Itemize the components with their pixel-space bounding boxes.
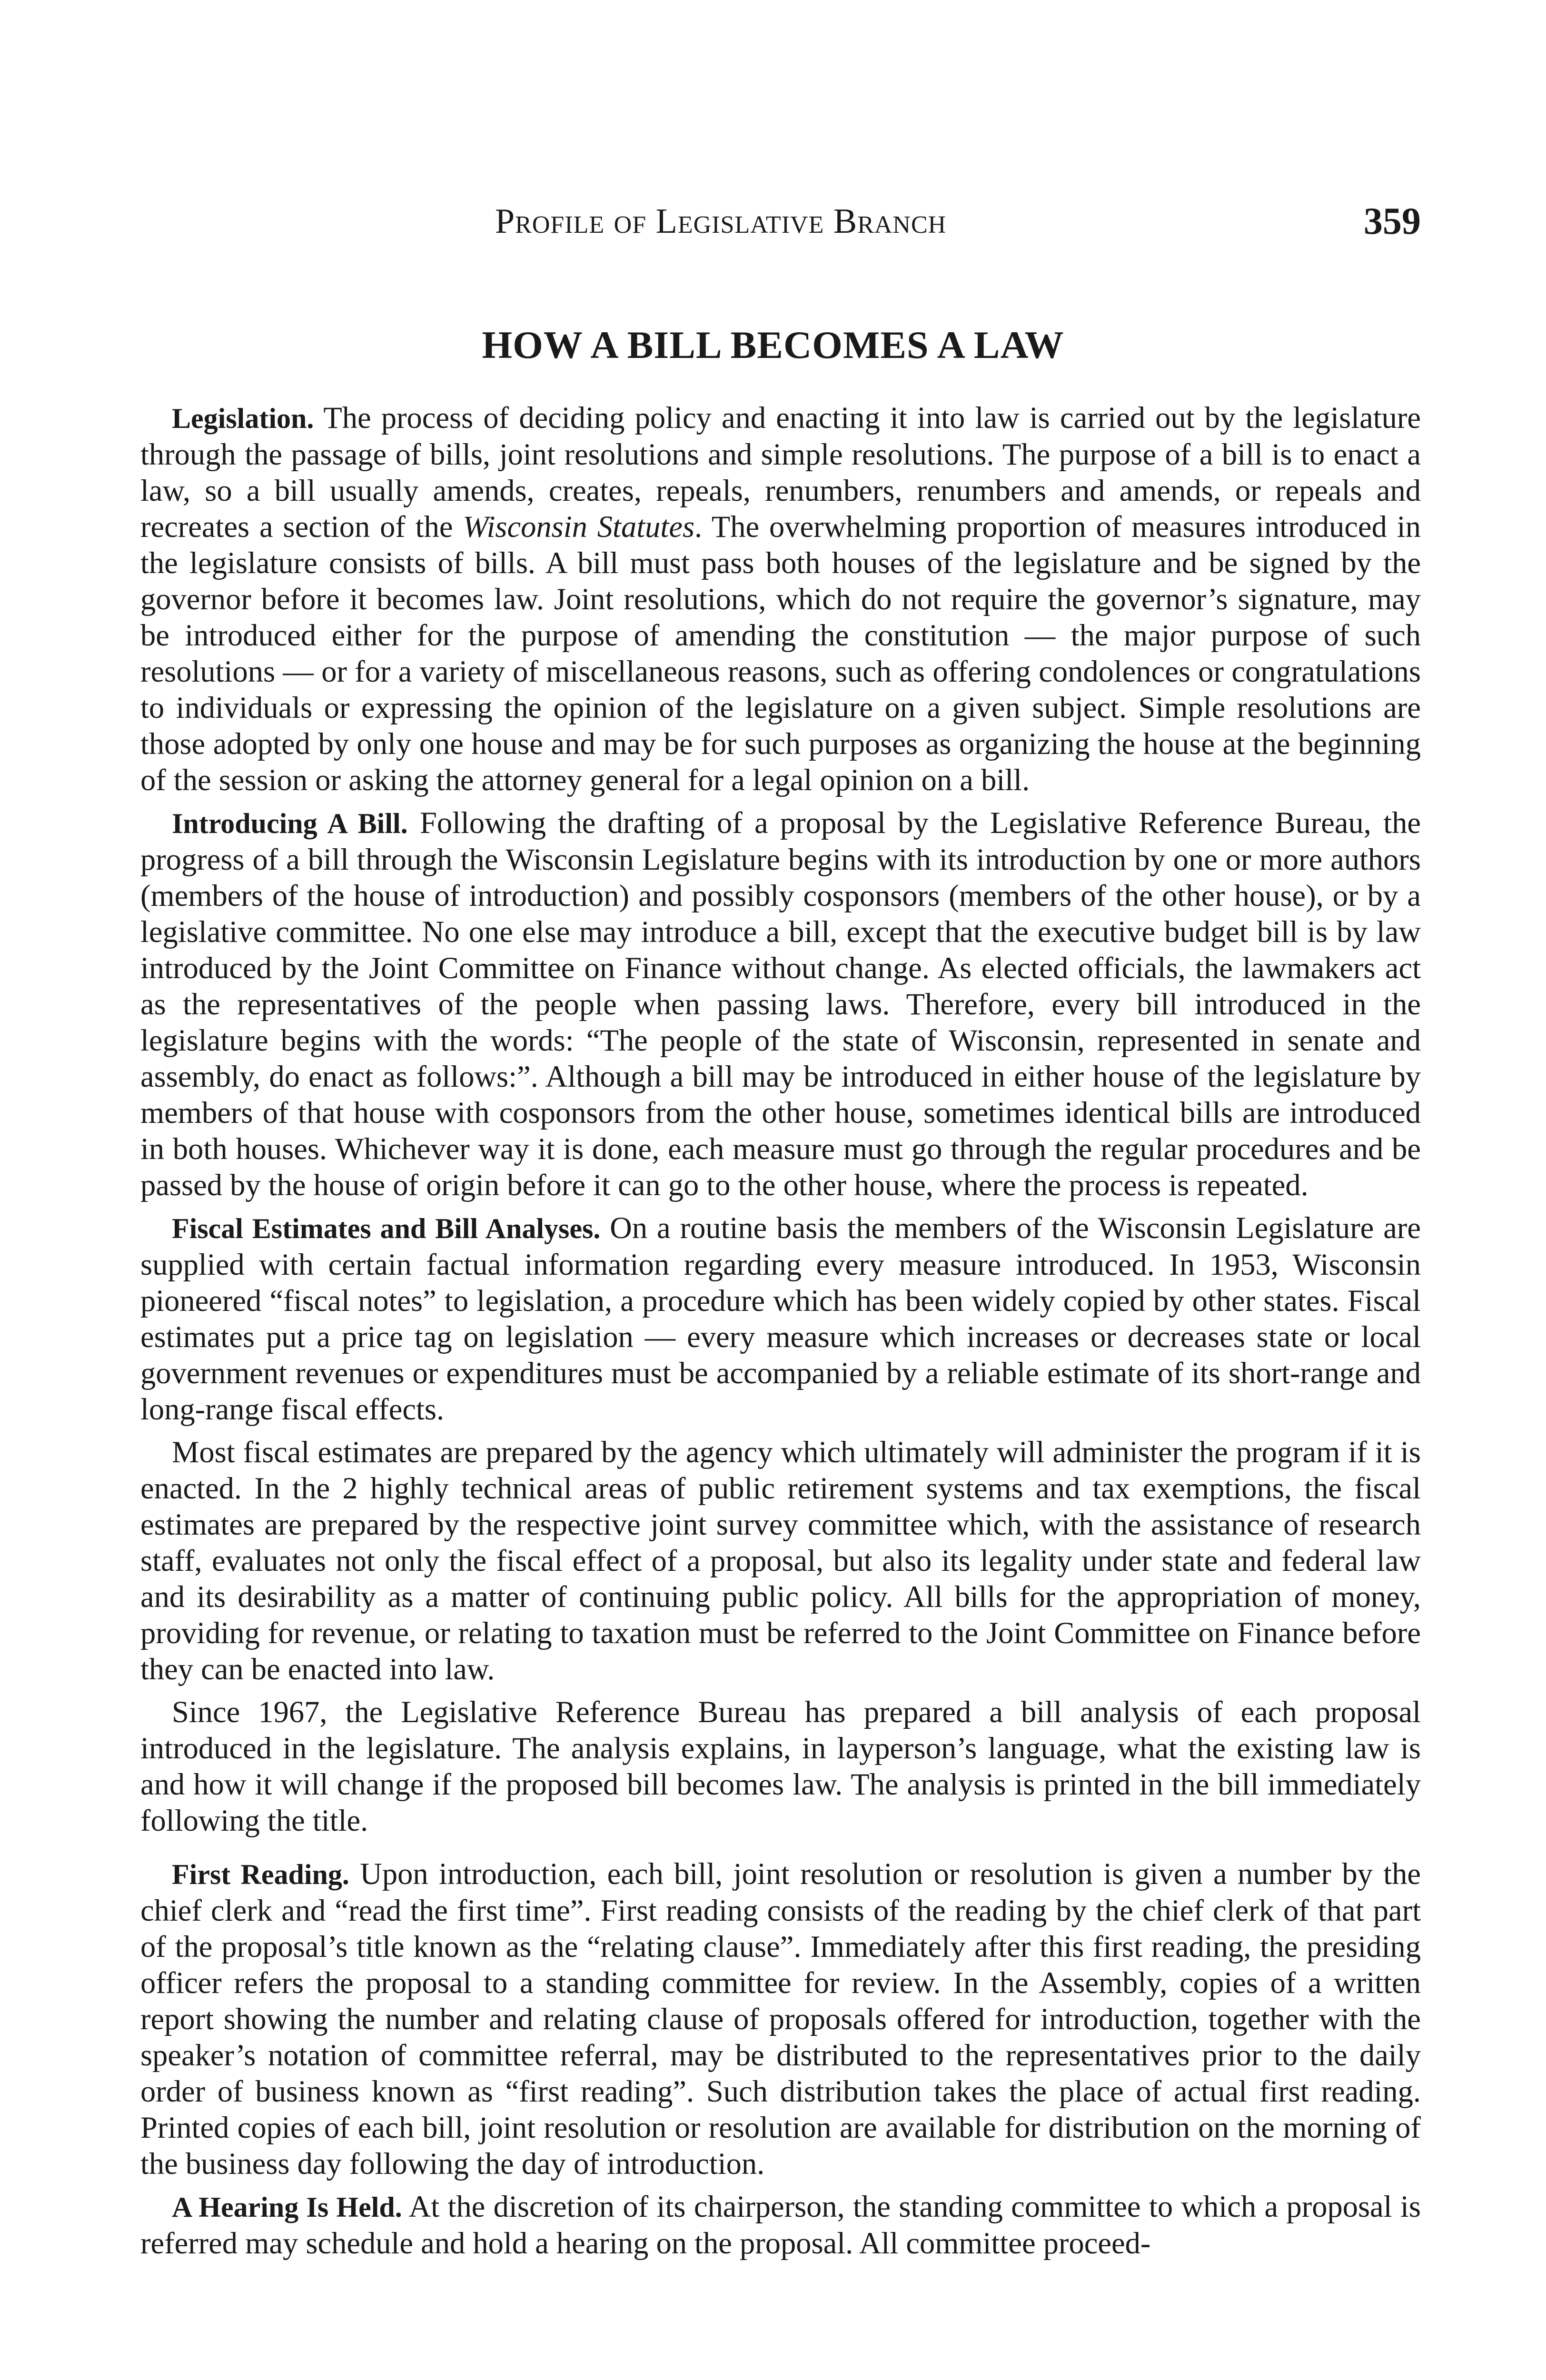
paragraph-most-fiscal-estimates [140, 1434, 1421, 1687]
paragraph-fiscal-estimates [140, 1210, 1421, 1428]
paragraph-text: Since 1967, the Legislative Reference Bureau has prepared a bill analysis of each proposal introduced in the legislature. The analysis explains, in layperson’s language, what the existing law is and how it will change if the proposed bill becomes law. The analysis is printed in the bill immediately following the title. [140, 1695, 1421, 1837]
paragraph-text: At the discretion of its chairperson, the standing committee to which a proposal is referred may schedule and hold a hearing on the proposal. All committee proceed- [140, 2190, 1421, 2260]
section-gap [140, 1845, 1421, 1856]
article-body [140, 400, 1421, 2268]
paragraph-first-reading [140, 1856, 1421, 2182]
paragraph-heading: Legislation. [172, 403, 314, 434]
paragraph-text: On a routine basis the members of the Wisconsin Legislature are supplied with certain factual information regarding every measure introduced. In 1953, Wisconsin pioneered “fiscal notes” to legislation, a procedure which has been widely copied by other states. Fiscal estimates put a price tag on legislation — every measure which increases or decreases state or local government revenues or expenditures must be accompanied by a reliable estimate of its short-range and long-range fiscal effects. [140, 1211, 1421, 1426]
paragraph-heading: First Reading. [172, 1859, 349, 1890]
article-title: HOW A BILL BECOMES A LAW [482, 323, 1064, 367]
paragraph-heading: A Hearing Is Held. [172, 2192, 402, 2223]
paragraph-text: Most fiscal estimates are prepared by the agency which ultimately will administer the program if it is enacted. In the 2 highly technical areas of public retirement systems and tax exemptions, the fiscal estimates are prepared by the respective joint survey committee which, with the assistance of research staff, evaluates not only the fiscal effect of a proposal, but also its legality under state and federal law and its desirability as a matter of continuing public policy. All bills for the appropriation of money, providing for revenue, or relating to taxation must be referred to the Joint Committee on Finance before they can be enacted into law. [140, 1435, 1421, 1686]
statutes-title: Wisconsin Statutes [463, 510, 695, 544]
paragraph-text: The process of deciding policy and enacting it into law is carried out by the legislature through the passage of bills, joint resolutions and simple resolutions. The purpose of a bill is to enact a law, so a bill usually amends, creates, repeals, renumbers, renumbers and amends, or repeals and recreates a section of the [140, 401, 1421, 544]
paragraph-hearing-is-held [140, 2189, 1421, 2261]
paragraph-text: Following the drafting of a proposal by the Legislative Reference Bureau, the progress of a bill through the Wisconsin Legislature begins with its introduction by one or more authors (members of the house of introduction) and possibly cosponsors (members of the other house), or by a legislative committee. No one else may introduce a bill, except that the executive budget bill is by law introduced by the Joint Committee on Finance without change. As elected officials, the lawmakers act as the representatives of the people when passing laws. Therefore, every bill introduced in the legislature begins with the words: “The people of the state of Wisconsin, represented in senate and assembly, do enact as follows:”. Although a bill may be introduced in either house of the legislature by members of that house with cosponsors from the other house, sometimes identical bills are introduced in both houses. Whichever way it is done, each measure must go through the regular procedures and be passed by the house of origin before it can go to the other house, where the process is repeated. [140, 806, 1421, 1202]
paragraph-heading: Fiscal Estimates and Bill Analyses. [172, 1213, 601, 1244]
page-number: 359 [1364, 200, 1421, 242]
running-head-title: Profile of Legislative Branch [495, 202, 947, 241]
paragraph-text: . The overwhelming proportion of measures introduced in the legislature consists of bills. A bill must pass both houses of the legislature and be signed by the governor before it becomes law. Joint resolutions, which do not require the governor’s signature, may be introduced either for the purpose of amending the constitution — the major purpose of such resolutions — or for a variety of miscellaneous reasons, such as offering condolences or congratulations to individuals or expressing the opinion of the legislature on a given subject. Simple resolutions are those adopted by only one house and may be for such purposes as organizing the house at the beginning of the session or asking the attorney general for a legal opinion on a bill. [140, 510, 1421, 797]
paragraph-since-1967 [140, 1694, 1421, 1839]
running-head [0, 193, 1546, 250]
paragraph-legislation [140, 400, 1421, 798]
paragraph-text: Upon introduction, each bill, joint resolution or resolution is given a number by the chief clerk and “read the first time”. First reading consists of the reading by the chief clerk of that part of the proposal’s title known as the “relating clause”. Immediately after this first reading, the presiding officer refers the proposal to a standing committee for review. In the Assembly, copies of a written report showing the number and relating clause of proposals offered for introduction, together with the speaker’s notation of committee referral, may be distributed to the representatives prior to the daily order of business known as “first reading”. Such distribution takes the place of actual first reading. Printed copies of each bill, joint resolution or resolution are available for distribution on the morning of the business day following the day of introduction. [140, 1857, 1421, 2181]
paragraph-heading: Introducing A Bill. [172, 808, 408, 839]
paragraph-introducing-a-bill [140, 805, 1421, 1203]
